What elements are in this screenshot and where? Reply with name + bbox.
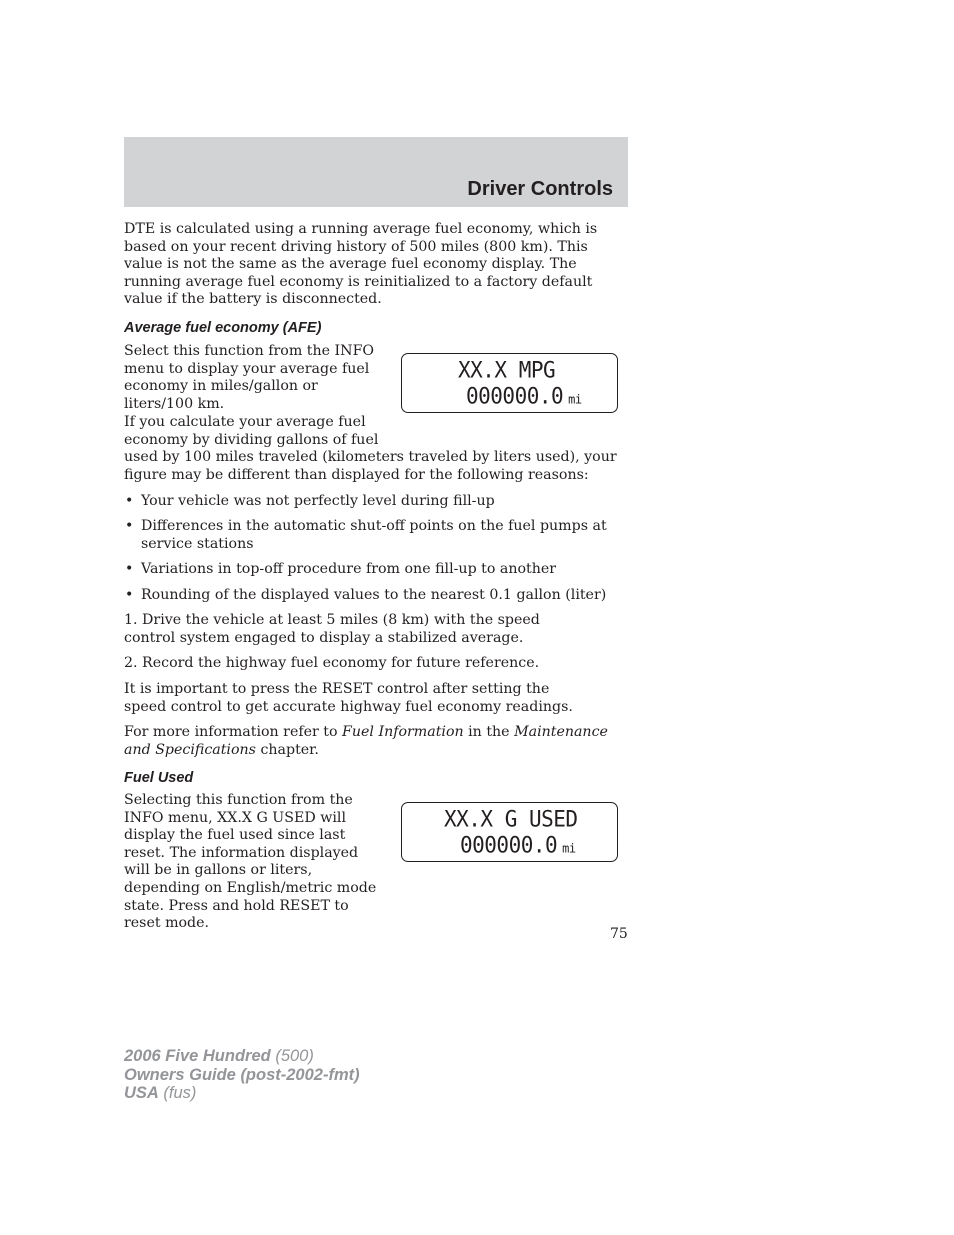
dte-paragraph: DTE is calculated using a running average fuel economy, which is based on your recent driving history of 500 miles (800 km). This value is not the same as the average fuel economy display. The running average fuel economy is reinitialized to a factory default value if the battery is disconnected.: [124, 221, 598, 308]
fuel-used-paragraph: Selecting this function from the INFO menu, XX.X G USED will display the fuel used since last reset. The information displayed will be in gallons or liters, depending on English/metric mode state. Press and hold RESET to reset mode.: [124, 792, 377, 932]
lcd-line-2: 000000.0 mi: [460, 832, 576, 858]
reset-paragraph: It is important to press the RESET control after setting the speed control to get accurate highway fuel economy readings.: [124, 681, 573, 715]
lcd-line-1: XX.X G USED: [444, 806, 578, 832]
afe-calculation-paragraph: If you calculate your average fuel economy by dividing gallons of fuel used by 100 miles traveled (kilometers traveled by liters used), your figure may be different than displayed for the following reasons:: [124, 414, 617, 483]
lcd-unit: mi: [568, 391, 582, 407]
section-header-band: [124, 137, 628, 207]
list-item: • Differences in the automatic shut-off points on the fuel pumps at service stations: [125, 518, 607, 552]
chapter-reference: Maintenance and Specifications: [124, 724, 608, 758]
afe-lcd-display: [401, 353, 618, 413]
document-footer: 2006 Five Hundred (500) Owners Guide (post-2002-fmt) USA (fus): [124, 1047, 360, 1102]
page-number: 75: [610, 926, 628, 942]
list-item: • Variations in top-off procedure from one fill-up to another: [125, 561, 557, 577]
fuel-used-lcd-display: [401, 802, 618, 862]
step-2: 2. Record the highway fuel economy for future reference.: [124, 655, 540, 671]
lcd-line-1: XX.X MPG: [458, 357, 556, 383]
section-title: Driver Controls: [467, 178, 613, 200]
list-item: • Your vehicle was not perfectly level during fill-up: [125, 493, 495, 509]
more-info-paragraph: For more information refer to Fuel Information in the Maintenance and Specifications chapter.: [124, 724, 608, 758]
fuel-used-heading: Fuel Used: [124, 770, 194, 786]
list-item: • Rounding of the displayed values to the nearest 0.1 gallon (liter): [125, 587, 607, 603]
step-1: 1. Drive the vehicle at least 5 miles (8 km) with the speed control system engaged to display a stabilized average.: [124, 612, 540, 646]
lcd-unit: mi: [562, 840, 576, 856]
afe-intro-paragraph: Select this function from the INFO menu to display your average fuel economy in miles/gallon or liters/100 km.: [124, 343, 375, 412]
afe-heading: Average fuel economy (AFE): [124, 320, 322, 336]
chapter-reference: Fuel Information: [342, 724, 464, 740]
lcd-line-2: 000000.0 mi: [466, 383, 582, 409]
